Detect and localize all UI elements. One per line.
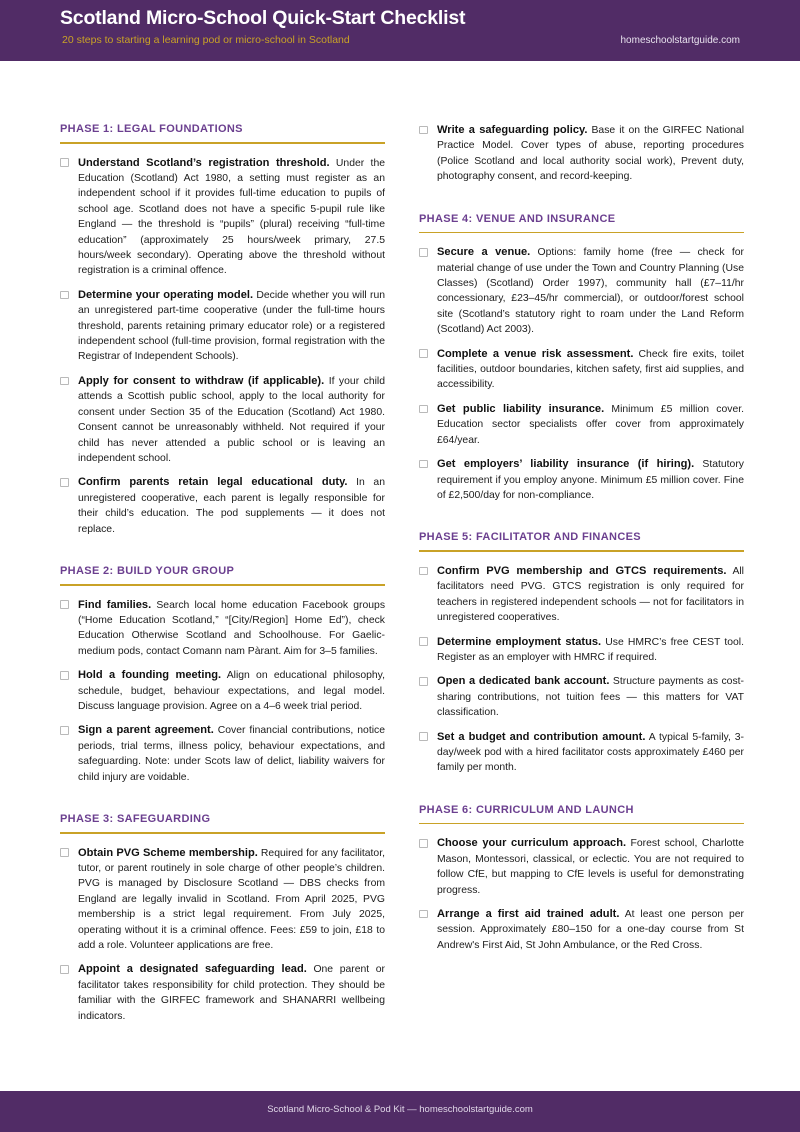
phase-heading	[419, 531, 744, 552]
checkbox-icon[interactable]	[60, 671, 69, 680]
checklist-item[interactable]	[60, 723, 385, 785]
checkbox-icon[interactable]	[419, 405, 428, 414]
checklist-item-title: Sign a parent agreement.	[78, 724, 214, 737]
checklist-item-body: A typical 5-family, 3-day/week pod with a hired facilitator costs approximately £460 per family per month.	[437, 731, 744, 774]
checklist-item-title: Set a budget and contribution amount.	[437, 730, 646, 743]
checklist-item-body: Decide whether you will run an unregistered part-time cooperative (under the full-time hours threshold, parents retaining primary educator role) or a registered independent school (full-time provision, formal registration with the Registrar of Independent Schools).	[78, 289, 386, 363]
checklist-item[interactable]	[419, 245, 744, 337]
checklist-column-right	[419, 123, 744, 953]
checklist-item[interactable]	[60, 374, 385, 466]
checkbox-icon[interactable]	[419, 567, 428, 576]
checkbox-icon[interactable]	[419, 349, 428, 358]
document-body	[0, 61, 800, 1091]
checklist-item[interactable]	[419, 457, 744, 503]
checkbox-icon[interactable]	[419, 910, 428, 919]
checkbox-icon[interactable]	[60, 377, 69, 386]
checklist-item-body: Under the Education (Scotland) Act 1980, a setting must register as an independent school if it provides full-time education to pupils of school age. Scotland does not have a specific 5-pupil rule like England — the threshold is “pupils” (plural) receiving “full-time education” (approximately 25 hours/week primary, 27.5 hours/week secondary). Operating above the threshold without registration is a criminal offence.	[78, 157, 386, 277]
phase-heading	[419, 213, 744, 234]
checkbox-icon[interactable]	[419, 126, 428, 135]
checklist-item-title: Get public liability insurance.	[437, 402, 605, 415]
footer-text: Scotland Micro-School & Pod Kit — homeschoolstartguide.com	[267, 1104, 533, 1115]
page-banner	[0, 0, 800, 61]
phase-title: PHASE 1: LEGAL FOUNDATIONS	[60, 123, 243, 135]
checklist-item[interactable]	[419, 674, 744, 720]
checklist-item-title: Secure a venue.	[437, 246, 531, 259]
phase-title: PHASE 5: FACILITATOR AND FINANCES	[419, 531, 641, 544]
checklist-item-body: If your child attends a Scottish public school, apply to the local authority for consent under Section 35 of the Education (Scotland) Act 1980. Consent cannot be unreasonably withheld. Not required if your child has never attended a public school or is leaving an independent school.	[78, 375, 385, 464]
checklist-item[interactable]	[60, 962, 385, 1024]
checklist-item-title: Confirm PVG membership and GTCS requirements.	[437, 564, 727, 577]
checklist-item-body: Use HMRC’s free CEST tool. Register as an employer with HMRC if required.	[437, 636, 745, 663]
section-spacer	[60, 794, 385, 813]
checklist-item[interactable]	[60, 598, 385, 660]
phase-title: PHASE 2: BUILD YOUR GROUP	[60, 564, 235, 577]
checklist-item-body: Options: family home (free — check for material change of use under the Town and Country Planning (Use Classes) (Scotland) Order 1997), community hall (£7–11/hr concessionary, £23–45/hr commercial), or outdoor/forest school site (Scotland’s statutory right to roam under the Land Reform (Scotland) Act 2003).	[437, 247, 745, 336]
phase-divider	[60, 832, 385, 834]
section-spacer	[419, 194, 744, 213]
checklist-item[interactable]	[419, 402, 744, 448]
page-title: Scotland Micro-School Quick-Start Checklist	[60, 7, 466, 29]
phase-heading	[60, 565, 385, 586]
site-url: homeschoolstartguide.com	[620, 35, 740, 46]
checklist-item-title: Obtain PVG Scheme membership.	[78, 846, 258, 859]
checkbox-icon[interactable]	[60, 726, 69, 735]
checklist-item-title: Confirm parents retain legal educational duty.	[78, 476, 348, 489]
phase-divider	[419, 232, 744, 234]
section-spacer	[419, 785, 744, 804]
checklist-item-body: Forest school, Charlotte Mason, Montessori, classical, or eclectic. You are not required to follow CfE, but mapping to CfE levels is useful for demonstrating progress.	[437, 838, 744, 896]
checklist-item-body: Base it on the GIRFEC National Practice Model. Cover types of abuse, reporting procedures (Police Scotland and local authority social work), Prevent duty, photography consent, and record-keeping.	[437, 125, 745, 183]
checklist-item-title: Complete a venue risk assessment.	[437, 347, 634, 360]
checkbox-icon[interactable]	[60, 848, 69, 857]
checkbox-icon[interactable]	[60, 291, 69, 300]
checkbox-icon[interactable]	[60, 158, 69, 167]
checklist-item-title: Open a dedicated bank account.	[437, 675, 610, 688]
checklist-item[interactable]	[60, 156, 385, 279]
checkbox-icon[interactable]	[419, 677, 428, 686]
section-spacer	[60, 546, 385, 565]
checklist-item-body: At least one person per session. Approximately £80–150 for a one-day course from St Andrew's First Aid, St John Ambulance, or the Red Cross.	[437, 909, 744, 951]
checklist-item-body: Cover financial contributions, notice periods, trial terms, illness policy, behaviour expectations, and safeguarding. Note: under Scots law of delict, liability waivers for child injury are voidable.	[78, 725, 386, 783]
checkbox-icon[interactable]	[419, 248, 428, 257]
checklist-item-title: Determine your operating model.	[78, 288, 254, 301]
checklist-item-body: All facilitators need PVG. GTCS registration is only required for teachers in registered independent schools — not for facilitators in unregistered cooperatives.	[437, 565, 744, 624]
checklist-item-title: Arrange a first aid trained adult.	[437, 908, 620, 920]
checkbox-icon[interactable]	[60, 478, 69, 487]
phase-divider	[60, 584, 385, 586]
checklist-item-title: Apply for consent to withdraw (if applicable).	[78, 374, 325, 387]
page-subtitle: 20 steps to starting a learning pod or micro-school in Scotland	[62, 34, 350, 46]
checklist-item-title: Get employers’ liability insurance (if hiring).	[437, 458, 695, 471]
checklist-item-title: Understand Scotland’s registration threshold.	[78, 156, 330, 169]
checkbox-icon[interactable]	[60, 965, 69, 974]
phase-heading	[419, 804, 744, 825]
checklist-column-left	[60, 123, 385, 1024]
checklist-item-body: Search local home education Facebook groups (“Home Education Scotland,” “[City/Region] Home Ed”), check Education Otherwise Scotland and Schoolhouse. For Gaelic-medium pods, contact Comann nam Pàrant. Aim for 3–5 families.	[78, 599, 386, 657]
checklist-item-body: Check fire exits, toilet facilities, outdoor boundaries, kitchen safety, first aid supplies, and accessibility.	[437, 348, 745, 391]
checklist-item-title: Write a safeguarding policy.	[437, 124, 588, 136]
phase-title: PHASE 3: SAFEGUARDING	[60, 813, 211, 825]
checkbox-icon[interactable]	[60, 600, 69, 609]
phase-divider	[419, 550, 744, 552]
checkbox-icon[interactable]	[419, 839, 428, 848]
checklist-item[interactable]	[419, 564, 744, 626]
checklist-item-body: Required for any facilitator, tutor, or parent routinely in sole charge of other people’s children. PVG is managed by Disclosure Scotland — DBS checks from England are legally invalid in Scotland. From April 2025, PVG membership is a strict legal requirement. From July 2025, operating without it is a criminal offence. Fees: £59 to join, £18 to add a role. Volunteer applications are free.	[78, 847, 385, 952]
section-spacer	[419, 512, 744, 531]
checkbox-icon[interactable]	[419, 637, 428, 646]
checklist-item[interactable]	[419, 907, 744, 953]
checklist-item-body: Minimum £5 million cover. Education sector specialists offer cover from approximately £64/year.	[437, 403, 745, 446]
checkbox-icon[interactable]	[419, 460, 428, 469]
phase-divider	[419, 823, 744, 825]
checklist-item-title: Find families.	[78, 598, 152, 611]
checklist-item-body: Structure payments as cost-sharing contributions, not tuition fees — this matters for VAT classification.	[437, 676, 744, 719]
phase-title: PHASE 6: CURRICULUM AND LAUNCH	[419, 803, 634, 816]
checklist-item-title: Hold a founding meeting.	[78, 669, 222, 682]
checklist-item[interactable]	[419, 123, 744, 185]
checklist-item[interactable]	[60, 846, 385, 954]
checklist-item-body: One parent or facilitator takes responsibility for child protection. They should be familiar with the GIRFEC framework and SHANARRI wellbeing indicators.	[78, 964, 386, 1022]
phase-divider	[60, 142, 385, 144]
checklist-item[interactable]	[419, 730, 744, 776]
checklist-item-title: Determine employment status.	[437, 635, 602, 648]
checklist-item[interactable]	[419, 836, 744, 898]
checklist-item[interactable]	[60, 668, 385, 714]
checklist-item[interactable]	[419, 347, 744, 393]
phase-heading	[60, 123, 385, 144]
checklist-item-body: Align on educational philosophy, schedule, budget, behaviour expectations, and legal model. Discuss language provision. Agree on a 4–6 week trial period.	[78, 670, 385, 712]
checklist-item[interactable]	[60, 475, 385, 537]
checklist-item-title: Appoint a designated safeguarding lead.	[78, 963, 307, 976]
checklist-item-body: Statutory requirement if you employ anyone. Minimum £5 million cover. Fine of £2,500/day for non-compliance.	[437, 459, 744, 501]
checklist-item-title: Choose your curriculum approach.	[437, 837, 627, 850]
checklist-item[interactable]	[419, 635, 744, 666]
phase-heading	[60, 813, 385, 834]
phase-title: PHASE 4: VENUE AND INSURANCE	[419, 212, 616, 225]
checkbox-icon[interactable]	[419, 732, 428, 741]
page-footer	[0, 1091, 800, 1132]
checklist-item[interactable]	[60, 288, 385, 365]
checklist-item-body: In an unregistered cooperative, each parent is legally responsible for their child’s education. The pod supplements — it does not replace.	[78, 477, 385, 535]
